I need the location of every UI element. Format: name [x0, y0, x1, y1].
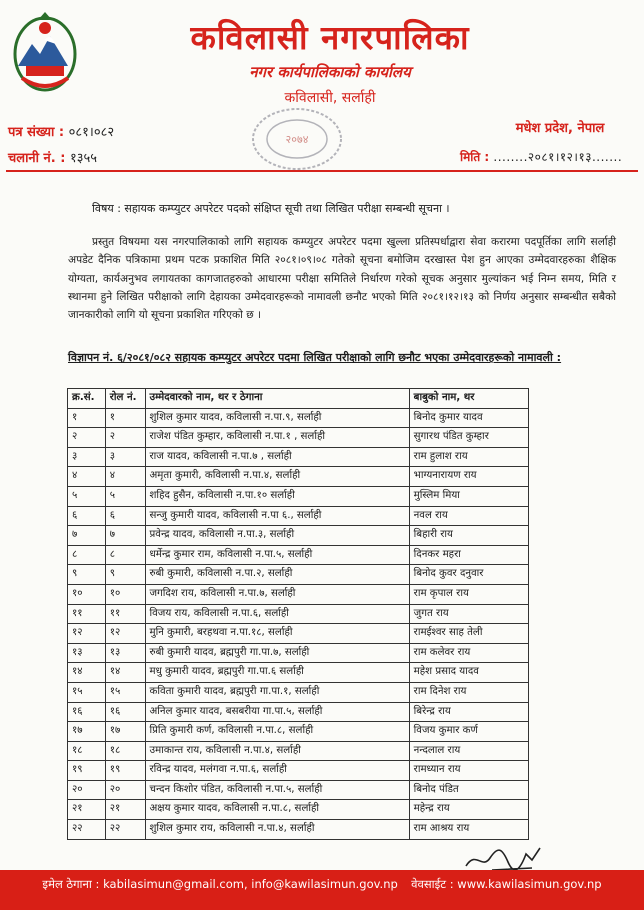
table-row [68, 408, 529, 428]
serial-cell: ७ [68, 526, 106, 546]
father-name-cell: भाग्यनारायण राय [409, 467, 528, 487]
candidate-name-cell: धर्मेन्द्र कुमार राम, कविलासी न.पा.५, सर्लाही [145, 545, 409, 565]
father-name-cell: सुगारथ पंडित कुम्हार [409, 428, 528, 448]
office-name: नगर कार्यपालिकाको कार्यालय [249, 63, 411, 81]
candidate-name-cell: अक्षय कुमार यादव, कविलासी न.पा.८, सर्लाही [145, 800, 409, 820]
date-field [460, 148, 622, 165]
candidate-name-cell: प्रवेन्द्र यादव, कविलासी न.पा.३, सर्लाही [145, 526, 409, 546]
serial-cell: १७ [68, 722, 106, 742]
candidate-name-cell: शुशिल कुमार राय, कविलासी न.पा.४, सर्लाही [145, 820, 409, 840]
notice-subject: विषय : सहायक कम्प्युटर अपरेटर पदको संक्षिप्त सूची तथा लिखित परीक्षा सम्बन्धी सूचना । [92, 202, 450, 215]
table-row [68, 702, 529, 722]
candidate-name-cell: मधु कुमारी यादव, ब्रह्मपुरी गा.पा.६ सर्लाही [145, 663, 409, 683]
father-name-cell: बिहारी राय [409, 526, 528, 546]
table-row [68, 800, 529, 820]
candidate-name-cell: शुशिल कुमार यादव, कविलासी न.पा.९, सर्लाही [145, 408, 409, 428]
roll-cell: ११ [105, 604, 145, 624]
table-row [68, 780, 529, 800]
letter-number-value: ०८१।०८२ [68, 125, 115, 140]
father-name-cell: बिनोद पंडित [409, 780, 528, 800]
roll-cell: १ [105, 408, 145, 428]
roll-cell: ९ [105, 565, 145, 585]
dispatch-number-value: १३५५ [69, 151, 98, 166]
serial-cell: ८ [68, 545, 106, 565]
candidate-name-cell: उमाकान्त राय, कविलासी न.पा.४, सर्लाही [145, 741, 409, 761]
candidate-name-cell: अनिल कुमार यादव, बसबरीया गा.पा.५, सर्लाही [145, 702, 409, 722]
dispatch-number [8, 148, 97, 166]
father-name-cell: महेश प्रसाद यादव [409, 663, 528, 683]
roll-cell: ४ [105, 467, 145, 487]
serial-cell: २० [68, 780, 106, 800]
father-name-cell: महेन्द्र राय [409, 800, 528, 820]
table-row [68, 526, 529, 546]
table-row [68, 428, 529, 448]
candidate-name-cell: प्रिति कुमारी कर्ण, कविलासी न.पा.८, सर्लाही [145, 722, 409, 742]
father-name-cell: राम हुलाश राय [409, 447, 528, 467]
candidate-name-cell: अमृता कुमारी, कविलासी न.पा.४, सर्लाही [145, 467, 409, 487]
table-row [68, 506, 529, 526]
table-row [68, 467, 529, 487]
serial-cell: २२ [68, 820, 106, 840]
father-name-cell: राम कृपाल राय [409, 584, 528, 604]
serial-cell: १९ [68, 761, 106, 781]
notice-body: प्रस्तुत विषयमा यस नगरपालिकाको लागि सहायक कम्प्युटर अपरेटर पदमा खुल्ला प्रतिस्पर्धाद्वारा सेवा करारमा पदपूर्तिका लागि सर्लाही अपडेट दैनिक पत्रिकामा प्रथम पटक प्रकाशित मिति २०८१।०९।०८ गतेको सूचना बमोजिम दरखास्त पेश हुन आएका उम्मेदवारहरुका शैक्षिक योग्यता, कार्यअनुभव लगायतका कागजातहरुको आधारमा परीक्षा समितिले निर्धारण गरेको सूचक अनुसार मुल्यांकन भई निम्न समय, मिति र स्थानमा हुने लिखित परीक्षाको लागि देहायका उम्मेदवारहरूको नामावली छनौट भएको मिति २०८१।१२।१३ को निर्णय अनुसार सम्बन्धीत सबैको जानकारीको लागि यो सूचना प्रकाशित गरिएको छ । [68, 236, 616, 322]
candidate-name-cell: रुबी कुमारी यादव, ब्रह्मपुरी गा.पा.७, सर्लाही [145, 643, 409, 663]
province-label: मधेश प्रदेश, नेपाल [515, 121, 605, 136]
table-row [68, 565, 529, 585]
father-name-cell: जुगत राय [409, 604, 528, 624]
roll-cell: २ [105, 428, 145, 448]
candidate-name-cell: कविता कुमारी यादव, ब्रह्मपुरी गा.पा.१, सर्लाही [145, 682, 409, 702]
father-name-cell: राम आश्रय राय [409, 820, 528, 840]
roll-cell: १९ [105, 761, 145, 781]
candidate-name-cell: मुनि कुमारी, बरहथवा न.पा.१८, सर्लाही [145, 624, 409, 644]
website-value[interactable]: www.kawilasimun.gov.np [457, 877, 602, 891]
footer-bar [0, 870, 644, 910]
serial-cell: २ [68, 428, 106, 448]
father-name-cell: बिनोद कुमार यादव [409, 408, 528, 428]
father-name-cell: रामईश्वर साह तेली [409, 624, 528, 644]
list-heading: विज्ञापन नं. ६/२०८१/०८२ सहायक कम्प्युटर अपरेटर पदमा लिखित परीक्षाको लागि छनौट भएका उम्मेदवारहरूको नामावली : [68, 351, 562, 364]
serial-cell: ५ [68, 486, 106, 506]
roll-cell: ५ [105, 486, 145, 506]
father-name-cell: बिनोद कुवर दनुवार [409, 565, 528, 585]
table-row [68, 545, 529, 565]
father-name-cell: राम दिनेश राय [409, 682, 528, 702]
table-row [68, 643, 529, 663]
serial-cell: १६ [68, 702, 106, 722]
serial-cell: १ [68, 408, 106, 428]
serial-cell: १५ [68, 682, 106, 702]
col-name-header: उम्मेदवारको नाम, थर र ठेगाना [145, 389, 409, 409]
roll-cell: २२ [105, 820, 145, 840]
roll-cell: १० [105, 584, 145, 604]
candidate-name-cell: रुबी कुमारी, कविलासी न.पा.२, सर्लाही [145, 565, 409, 585]
roll-cell: ७ [105, 526, 145, 546]
candidate-name-cell: चन्दन किशोर पंडित, कविलासी न.पा.५, सर्लाही [145, 780, 409, 800]
father-name-cell: विजय कुमार कर्ण [409, 722, 528, 742]
table-row [68, 722, 529, 742]
father-name-cell: नवल राय [409, 506, 528, 526]
serial-cell: ११ [68, 604, 106, 624]
table-row [68, 584, 529, 604]
serial-cell: २१ [68, 800, 106, 820]
candidate-name-cell: रविन्द्र यादव, मलंगवा न.पा.६, सर्लाही [145, 761, 409, 781]
serial-cell: १० [68, 584, 106, 604]
father-name-cell: राम कलेवर राय [409, 643, 528, 663]
roll-cell: २१ [105, 800, 145, 820]
candidate-name-cell: राजेश पंडित कुम्हार, कविलासी न.पा.१ , सर्लाही [145, 428, 409, 448]
candidate-name-cell: जगदिश राय, कविलासी न.पा.७, सर्लाही [145, 584, 409, 604]
candidate-name-cell: राज यादव, कविलासी न.पा.७ , सर्लाही [145, 447, 409, 467]
father-name-cell: दिनकर महरा [409, 545, 528, 565]
roll-cell: १५ [105, 682, 145, 702]
org-title: कविलासी नगरपालिका [190, 18, 470, 57]
roll-cell: २० [105, 780, 145, 800]
roll-cell: १७ [105, 722, 145, 742]
roll-cell: ६ [105, 506, 145, 526]
table-row [68, 663, 529, 683]
serial-cell: १४ [68, 663, 106, 683]
col-roll-header: रोल नं. [105, 389, 145, 409]
table-row [68, 741, 529, 761]
table-row [68, 486, 529, 506]
table-row [68, 761, 529, 781]
serial-cell: १२ [68, 624, 106, 644]
father-name-cell: बिरेन्द्र राय [409, 702, 528, 722]
letter-number-label: पत्र संख्या : [8, 125, 65, 140]
office-location: कविलासी, सर्लाही [284, 90, 376, 106]
dispatch-number-label: चलानी नं. : [8, 151, 66, 166]
father-name-cell: मुस्लिम मिया [409, 486, 528, 506]
roll-cell: १२ [105, 624, 145, 644]
office-stamp-icon [248, 104, 346, 174]
email-value[interactable]: kabilasimun@gmail.com, info@kawilasimun.gov.np [103, 877, 398, 891]
roll-cell: १८ [105, 741, 145, 761]
email-label: इमेल ठेगाना : [42, 877, 100, 891]
serial-cell: ३ [68, 447, 106, 467]
website-label: वेवसाईट : [411, 877, 454, 891]
col-father-header: बाबुको नाम, थर [409, 389, 528, 409]
date-value: ........२०८१।१२।१३....... [493, 150, 623, 164]
roll-cell: १६ [105, 702, 145, 722]
footer-contact [0, 874, 644, 894]
table-row [68, 624, 529, 644]
serial-cell: १३ [68, 643, 106, 663]
table-row [68, 682, 529, 702]
table-row [68, 820, 529, 840]
candidate-name-cell: सन्जु कुमारी यादव, कविलासी न.पा ६., सर्लाही [145, 506, 409, 526]
serial-cell: ९ [68, 565, 106, 585]
table-header-row [68, 389, 529, 409]
stamp-date: २०७४ [285, 133, 309, 146]
government-emblem-icon [8, 8, 82, 104]
candidate-table [67, 388, 529, 840]
serial-cell: १८ [68, 741, 106, 761]
table-row [68, 447, 529, 467]
roll-cell: १३ [105, 643, 145, 663]
father-name-cell: रामध्यान राय [409, 761, 528, 781]
candidate-name-cell: शहिद हुसैन, कविलासी न.पा.१० सर्लाही [145, 486, 409, 506]
roll-cell: १४ [105, 663, 145, 683]
serial-cell: ६ [68, 506, 106, 526]
serial-cell: ४ [68, 467, 106, 487]
letter-number [8, 122, 114, 140]
date-label: मिति : [460, 150, 490, 164]
candidate-name-cell: विजय राय, कविलासी न.पा.६, सर्लाही [145, 604, 409, 624]
table-row [68, 604, 529, 624]
col-serial-header: क्र.सं. [68, 389, 106, 409]
roll-cell: ८ [105, 545, 145, 565]
roll-cell: ३ [105, 447, 145, 467]
father-name-cell: नन्दलाल राय [409, 741, 528, 761]
